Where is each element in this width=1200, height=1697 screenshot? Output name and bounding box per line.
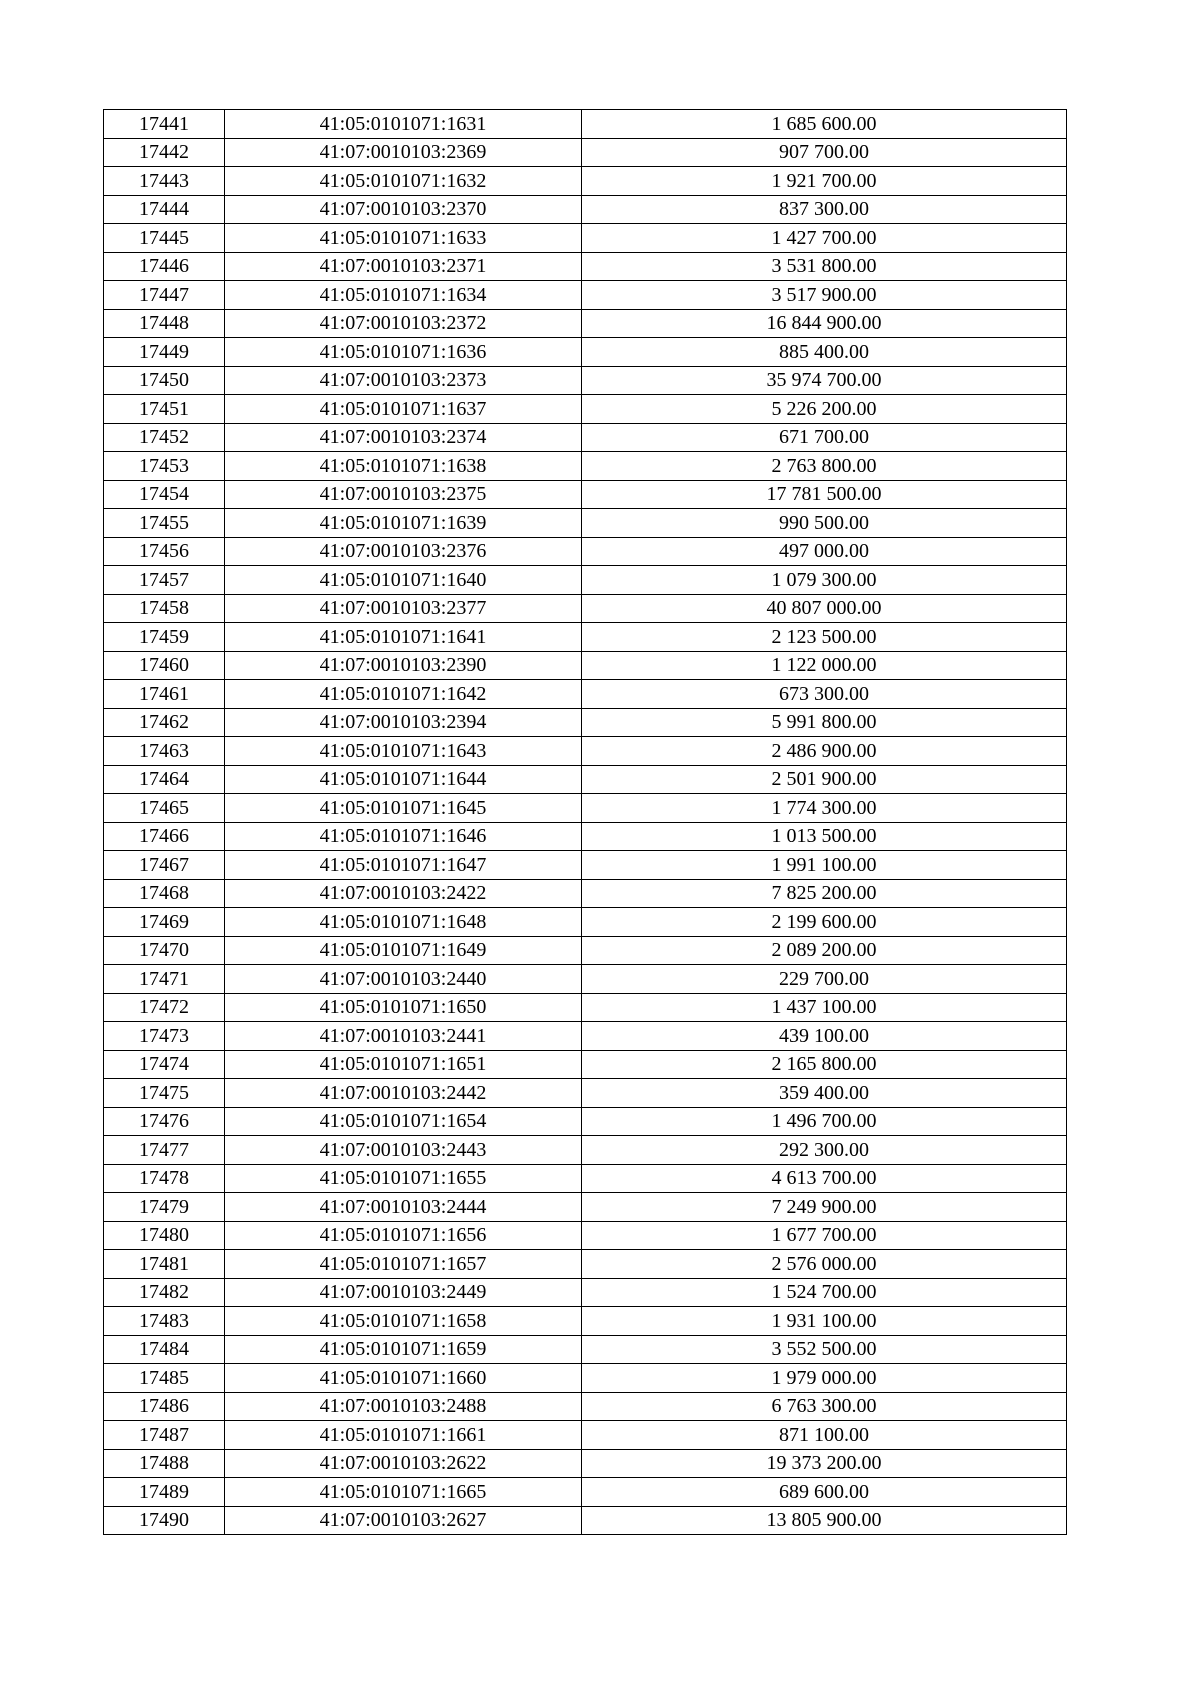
- row-number-cell: 17476: [104, 1107, 225, 1136]
- table-row: [104, 936, 1067, 965]
- row-number-cell: 17470: [104, 936, 225, 965]
- cadastral-number-cell: 41:05:0101071:1644: [225, 765, 582, 794]
- cadastral-value-cell: 907 700.00: [582, 138, 1067, 167]
- cadastral-number-cell: 41:05:0101071:1642: [225, 680, 582, 709]
- row-number-cell: 17463: [104, 737, 225, 766]
- cadastral-value-cell: 1 122 000.00: [582, 651, 1067, 680]
- cadastral-number-cell: 41:07:0010103:2376: [225, 537, 582, 566]
- table-row: [104, 1050, 1067, 1079]
- cadastral-value-cell: 671 700.00: [582, 423, 1067, 452]
- cadastral-number-cell: 41:05:0101071:1643: [225, 737, 582, 766]
- table-row: [104, 537, 1067, 566]
- cadastral-number-cell: 41:07:0010103:2440: [225, 965, 582, 994]
- cadastral-value-cell: 17 781 500.00: [582, 480, 1067, 509]
- row-number-cell: 17467: [104, 851, 225, 880]
- row-number-cell: 17478: [104, 1164, 225, 1193]
- row-number-cell: 17443: [104, 167, 225, 196]
- cadastral-number-cell: 41:05:0101071:1655: [225, 1164, 582, 1193]
- cadastral-number-cell: 41:07:0010103:2449: [225, 1278, 582, 1307]
- cadastral-number-cell: 41:05:0101071:1634: [225, 281, 582, 310]
- row-number-cell: 17483: [104, 1307, 225, 1336]
- row-number-cell: 17456: [104, 537, 225, 566]
- cadastral-value-cell: 673 300.00: [582, 680, 1067, 709]
- table-row: [104, 110, 1067, 139]
- cadastral-value-cell: 2 199 600.00: [582, 908, 1067, 937]
- table-row: [104, 1221, 1067, 1250]
- cadastral-number-cell: 41:05:0101071:1639: [225, 509, 582, 538]
- table-row: [104, 1107, 1067, 1136]
- cadastral-value-cell: 1 931 100.00: [582, 1307, 1067, 1336]
- cadastral-number-cell: 41:07:0010103:2444: [225, 1193, 582, 1222]
- row-number-cell: 17482: [104, 1278, 225, 1307]
- table-row: [104, 737, 1067, 766]
- row-number-cell: 17444: [104, 195, 225, 224]
- cadastral-number-cell: 41:05:0101071:1645: [225, 794, 582, 823]
- cadastral-value-cell: 1 496 700.00: [582, 1107, 1067, 1136]
- cadastral-value-cell: 2 763 800.00: [582, 452, 1067, 481]
- cadastral-number-cell: 41:05:0101071:1640: [225, 566, 582, 595]
- row-number-cell: 17453: [104, 452, 225, 481]
- table-row: [104, 281, 1067, 310]
- row-number-cell: 17488: [104, 1449, 225, 1478]
- table-row: [104, 680, 1067, 709]
- cadastral-value-cell: 2 576 000.00: [582, 1250, 1067, 1279]
- row-number-cell: 17477: [104, 1136, 225, 1165]
- cadastral-value-cell: 990 500.00: [582, 509, 1067, 538]
- row-number-cell: 17448: [104, 309, 225, 338]
- cadastral-number-cell: 41:07:0010103:2374: [225, 423, 582, 452]
- table-body: [104, 110, 1067, 1535]
- row-number-cell: 17473: [104, 1022, 225, 1051]
- cadastral-number-cell: 41:05:0101071:1641: [225, 623, 582, 652]
- cadastral-value-cell: 497 000.00: [582, 537, 1067, 566]
- cadastral-number-cell: 41:07:0010103:2422: [225, 879, 582, 908]
- cadastral-number-cell: 41:05:0101071:1659: [225, 1335, 582, 1364]
- table-row: [104, 195, 1067, 224]
- cadastral-number-cell: 41:05:0101071:1636: [225, 338, 582, 367]
- table-row: [104, 252, 1067, 281]
- cadastral-value-cell: 3 517 900.00: [582, 281, 1067, 310]
- cadastral-value-cell: 1 677 700.00: [582, 1221, 1067, 1250]
- row-number-cell: 17489: [104, 1478, 225, 1507]
- cadastral-value-cell: 1 991 100.00: [582, 851, 1067, 880]
- cadastral-number-cell: 41:07:0010103:2371: [225, 252, 582, 281]
- row-number-cell: 17447: [104, 281, 225, 310]
- cadastral-number-cell: 41:05:0101071:1660: [225, 1364, 582, 1393]
- row-number-cell: 17450: [104, 366, 225, 395]
- table-row: [104, 1335, 1067, 1364]
- cadastral-number-cell: 41:05:0101071:1658: [225, 1307, 582, 1336]
- table-row: [104, 965, 1067, 994]
- table-row: [104, 1307, 1067, 1336]
- table-row: [104, 1079, 1067, 1108]
- cadastral-number-cell: 41:07:0010103:2375: [225, 480, 582, 509]
- row-number-cell: 17454: [104, 480, 225, 509]
- cadastral-number-cell: 41:05:0101071:1657: [225, 1250, 582, 1279]
- row-number-cell: 17464: [104, 765, 225, 794]
- row-number-cell: 17465: [104, 794, 225, 823]
- row-number-cell: 17487: [104, 1421, 225, 1450]
- row-number-cell: 17466: [104, 822, 225, 851]
- registry-table-container: [103, 109, 1066, 1535]
- row-number-cell: 17468: [104, 879, 225, 908]
- table-row: [104, 822, 1067, 851]
- table-row: [104, 338, 1067, 367]
- table-row: [104, 1449, 1067, 1478]
- cadastral-value-cell: 19 373 200.00: [582, 1449, 1067, 1478]
- cadastral-number-cell: 41:05:0101071:1656: [225, 1221, 582, 1250]
- table-row: [104, 1022, 1067, 1051]
- cadastral-value-cell: 885 400.00: [582, 338, 1067, 367]
- cadastral-value-cell: 3 531 800.00: [582, 252, 1067, 281]
- cadastral-number-cell: 41:07:0010103:2372: [225, 309, 582, 338]
- cadastral-number-cell: 41:07:0010103:2622: [225, 1449, 582, 1478]
- row-number-cell: 17475: [104, 1079, 225, 1108]
- row-number-cell: 17460: [104, 651, 225, 680]
- row-number-cell: 17452: [104, 423, 225, 452]
- cadastral-number-cell: 41:05:0101071:1633: [225, 224, 582, 253]
- row-number-cell: 17462: [104, 708, 225, 737]
- table-row: [104, 395, 1067, 424]
- row-number-cell: 17442: [104, 138, 225, 167]
- cadastral-value-cell: 5 991 800.00: [582, 708, 1067, 737]
- cadastral-value-cell: 2 165 800.00: [582, 1050, 1067, 1079]
- cadastral-number-cell: 41:05:0101071:1647: [225, 851, 582, 880]
- row-number-cell: 17484: [104, 1335, 225, 1364]
- table-row: [104, 480, 1067, 509]
- table-row: [104, 1478, 1067, 1507]
- table-row: [104, 765, 1067, 794]
- table-row: [104, 1136, 1067, 1165]
- cadastral-value-cell: 1 079 300.00: [582, 566, 1067, 595]
- row-number-cell: 17459: [104, 623, 225, 652]
- row-number-cell: 17471: [104, 965, 225, 994]
- row-number-cell: 17449: [104, 338, 225, 367]
- cadastral-number-cell: 41:05:0101071:1637: [225, 395, 582, 424]
- cadastral-value-cell: 1 524 700.00: [582, 1278, 1067, 1307]
- cadastral-number-cell: 41:05:0101071:1665: [225, 1478, 582, 1507]
- cadastral-value-cell: 3 552 500.00: [582, 1335, 1067, 1364]
- cadastral-number-cell: 41:07:0010103:2377: [225, 594, 582, 623]
- cadastral-value-cell: 4 613 700.00: [582, 1164, 1067, 1193]
- cadastral-value-cell: 6 763 300.00: [582, 1392, 1067, 1421]
- cadastral-value-cell: 837 300.00: [582, 195, 1067, 224]
- cadastral-value-cell: 5 226 200.00: [582, 395, 1067, 424]
- cadastral-number-cell: 41:05:0101071:1631: [225, 110, 582, 139]
- table-row: [104, 993, 1067, 1022]
- row-number-cell: 17480: [104, 1221, 225, 1250]
- cadastral-number-cell: 41:05:0101071:1648: [225, 908, 582, 937]
- table-row: [104, 167, 1067, 196]
- cadastral-value-cell: 2 501 900.00: [582, 765, 1067, 794]
- cadastral-value-cell: 7 249 900.00: [582, 1193, 1067, 1222]
- cadastral-value-cell: 16 844 900.00: [582, 309, 1067, 338]
- row-number-cell: 17481: [104, 1250, 225, 1279]
- cadastral-number-cell: 41:05:0101071:1661: [225, 1421, 582, 1450]
- cadastral-value-cell: 1 013 500.00: [582, 822, 1067, 851]
- cadastral-number-cell: 41:07:0010103:2373: [225, 366, 582, 395]
- cadastral-number-cell: 41:07:0010103:2370: [225, 195, 582, 224]
- row-number-cell: 17445: [104, 224, 225, 253]
- cadastral-value-cell: 1 685 600.00: [582, 110, 1067, 139]
- table-row: [104, 224, 1067, 253]
- cadastral-number-cell: 41:05:0101071:1638: [225, 452, 582, 481]
- row-number-cell: 17486: [104, 1392, 225, 1421]
- cadastral-number-cell: 41:05:0101071:1651: [225, 1050, 582, 1079]
- table-row: [104, 708, 1067, 737]
- cadastral-value-cell: 871 100.00: [582, 1421, 1067, 1450]
- row-number-cell: 17472: [104, 993, 225, 1022]
- row-number-cell: 17461: [104, 680, 225, 709]
- cadastral-value-cell: 292 300.00: [582, 1136, 1067, 1165]
- table-row: [104, 851, 1067, 880]
- table-row: [104, 138, 1067, 167]
- cadastral-number-cell: 41:05:0101071:1650: [225, 993, 582, 1022]
- cadastral-value-cell: 1 437 100.00: [582, 993, 1067, 1022]
- cadastral-number-cell: 41:07:0010103:2394: [225, 708, 582, 737]
- cadastral-value-cell: 40 807 000.00: [582, 594, 1067, 623]
- cadastral-number-cell: 41:07:0010103:2627: [225, 1506, 582, 1535]
- table-row: [104, 566, 1067, 595]
- cadastral-number-cell: 41:07:0010103:2441: [225, 1022, 582, 1051]
- cadastral-number-cell: 41:07:0010103:2442: [225, 1079, 582, 1108]
- cadastral-value-cell: 2 123 500.00: [582, 623, 1067, 652]
- cadastral-value-cell: 1 979 000.00: [582, 1364, 1067, 1393]
- cadastral-value-cell: 35 974 700.00: [582, 366, 1067, 395]
- cadastral-number-cell: 41:05:0101071:1646: [225, 822, 582, 851]
- cadastral-number-cell: 41:05:0101071:1654: [225, 1107, 582, 1136]
- row-number-cell: 17455: [104, 509, 225, 538]
- table-row: [104, 452, 1067, 481]
- cadastral-number-cell: 41:07:0010103:2390: [225, 651, 582, 680]
- table-row: [104, 1421, 1067, 1450]
- row-number-cell: 17485: [104, 1364, 225, 1393]
- cadastral-value-cell: 2 089 200.00: [582, 936, 1067, 965]
- cadastral-value-cell: 689 600.00: [582, 1478, 1067, 1507]
- row-number-cell: 17457: [104, 566, 225, 595]
- cadastral-value-cell: 439 100.00: [582, 1022, 1067, 1051]
- row-number-cell: 17451: [104, 395, 225, 424]
- table-row: [104, 1164, 1067, 1193]
- table-row: [104, 1278, 1067, 1307]
- table-row: [104, 1392, 1067, 1421]
- table-row: [104, 366, 1067, 395]
- table-row: [104, 1193, 1067, 1222]
- table-row: [104, 794, 1067, 823]
- table-row: [104, 1364, 1067, 1393]
- cadastral-number-cell: 41:07:0010103:2443: [225, 1136, 582, 1165]
- cadastral-value-cell: 1 774 300.00: [582, 794, 1067, 823]
- row-number-cell: 17458: [104, 594, 225, 623]
- row-number-cell: 17469: [104, 908, 225, 937]
- row-number-cell: 17490: [104, 1506, 225, 1535]
- cadastral-value-cell: 229 700.00: [582, 965, 1067, 994]
- row-number-cell: 17474: [104, 1050, 225, 1079]
- cadastral-number-cell: 41:07:0010103:2369: [225, 138, 582, 167]
- row-number-cell: 17446: [104, 252, 225, 281]
- cadastral-number-cell: 41:05:0101071:1632: [225, 167, 582, 196]
- row-number-cell: 17441: [104, 110, 225, 139]
- table-row: [104, 509, 1067, 538]
- cadastral-value-cell: 359 400.00: [582, 1079, 1067, 1108]
- cadastral-value-cell: 7 825 200.00: [582, 879, 1067, 908]
- cadastral-value-cell: 1 427 700.00: [582, 224, 1067, 253]
- cadastral-number-cell: 41:07:0010103:2488: [225, 1392, 582, 1421]
- cadastral-number-cell: 41:05:0101071:1649: [225, 936, 582, 965]
- table-row: [104, 651, 1067, 680]
- table-row: [104, 879, 1067, 908]
- table-row: [104, 423, 1067, 452]
- cadastral-value-cell: 2 486 900.00: [582, 737, 1067, 766]
- table-row: [104, 908, 1067, 937]
- cadastral-value-cell: 13 805 900.00: [582, 1506, 1067, 1535]
- table-row: [104, 623, 1067, 652]
- row-number-cell: 17479: [104, 1193, 225, 1222]
- table-row: [104, 309, 1067, 338]
- cadastral-value-cell: 1 921 700.00: [582, 167, 1067, 196]
- cadastral-value-table: [103, 109, 1067, 1535]
- table-row: [104, 1250, 1067, 1279]
- table-row: [104, 594, 1067, 623]
- table-row: [104, 1506, 1067, 1535]
